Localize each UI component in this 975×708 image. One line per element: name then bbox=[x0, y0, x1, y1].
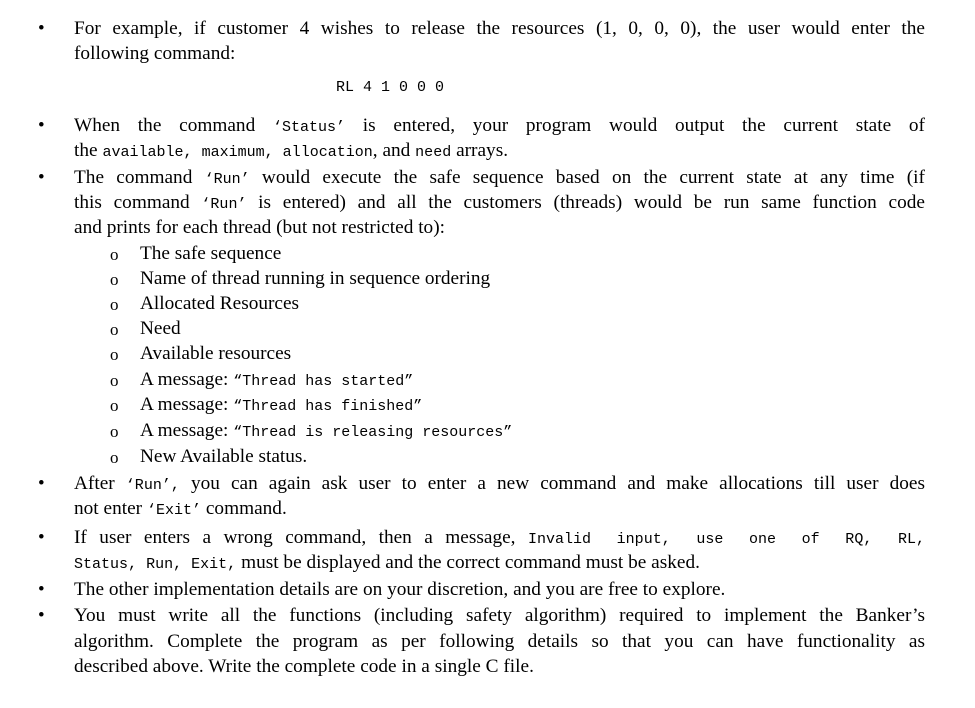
p5-line-1: If user enters a wrong command, then a message, Invalid input, use one of RQ, RL, bbox=[74, 527, 925, 548]
bullet-2: • bbox=[38, 115, 45, 136]
p3-line-1: The command ‘Run’ would execute the safe sequence based on the current state at any time (if bbox=[74, 167, 925, 188]
sub-item-thread-name: Name of thread running in sequence ordering bbox=[140, 268, 491, 289]
sub-item-message-finished: A message: “Thread has finished” bbox=[140, 394, 423, 415]
sub-item-need: Need bbox=[140, 318, 181, 339]
p7-line-3: described above. Write the complete code in a single C file. bbox=[74, 656, 534, 677]
sub-bullet: o bbox=[110, 320, 119, 339]
p4-line-1: After ‘Run’, you can again ask user to enter a new command and make allocations till user does bbox=[74, 473, 925, 494]
sub-item-allocated: Allocated Resources bbox=[140, 293, 300, 314]
release-command-example: RL 4 1 0 0 0 bbox=[336, 79, 445, 96]
sub-bullet: o bbox=[110, 371, 119, 390]
p1-line-1: For example, if customer 4 wishes to release the resources (1, 0, 0, 0), the user would enter the bbox=[74, 18, 925, 39]
p3-line-3: and prints for each thread (but not restricted to): bbox=[74, 217, 446, 238]
sub-item-safe-sequence: The safe sequence bbox=[140, 243, 282, 264]
exit-code: ‘Exit’ bbox=[146, 502, 202, 519]
bullet-5: • bbox=[38, 527, 45, 548]
p6-line: The other implementation details are on your discretion, and you are free to explore. bbox=[74, 579, 726, 600]
arrays-code: available, maximum, allocation bbox=[102, 144, 373, 161]
bullet-3: • bbox=[38, 167, 45, 188]
bullet-7: • bbox=[38, 605, 45, 626]
invalid-input-code: Invalid input, use one of RQ, RL, bbox=[527, 531, 925, 548]
sub-bullet: o bbox=[110, 295, 119, 314]
sub-item-message-started: A message: “Thread has started” bbox=[140, 369, 414, 390]
sub-bullet: o bbox=[110, 448, 119, 467]
bullet-6: • bbox=[38, 579, 45, 600]
bullet-4: • bbox=[38, 473, 45, 494]
p2-line-1: When the command ‘Status’ is entered, your program would output the current state of bbox=[74, 115, 925, 136]
sub-bullet: o bbox=[110, 422, 119, 441]
sub-bullet: o bbox=[110, 396, 119, 415]
run-command-code-2: ‘Run’ bbox=[201, 196, 247, 213]
p2-line-2: the available, maximum, allocation, and need arrays. bbox=[74, 140, 509, 161]
run-code: ‘Run’, bbox=[125, 477, 180, 494]
sub-bullet: o bbox=[110, 270, 119, 289]
p4-line-2: not enter ‘Exit’ command. bbox=[74, 498, 287, 519]
p7-line-2: algorithm. Complete the program as per following details so that you can have functionality as bbox=[74, 631, 925, 652]
p7-line-1: You must write all the functions (including safety algorithm) required to implement the Banker’s bbox=[74, 605, 925, 626]
need-code: need bbox=[415, 144, 452, 161]
bullet-1: • bbox=[38, 18, 45, 39]
p5-line-2: Status, Run, Exit, must be displayed and the correct command must be asked. bbox=[74, 552, 700, 573]
p3-line-2: this command ‘Run’ is entered) and all the customers (threads) would be run same function code bbox=[74, 192, 925, 213]
sub-item-message-releasing: A message: “Thread is releasing resources” bbox=[140, 420, 513, 441]
sub-item-available: Available resources bbox=[140, 343, 292, 364]
status-command-code: ‘Status’ bbox=[272, 119, 346, 136]
sub-bullet: o bbox=[110, 245, 119, 264]
sub-bullet: o bbox=[110, 345, 119, 364]
sub-item-new-available: New Available status. bbox=[140, 446, 308, 467]
run-command-code: ‘Run’ bbox=[204, 171, 250, 188]
p1-line-2: following command: bbox=[74, 43, 236, 64]
command-list-code: Status, Run, Exit, bbox=[74, 556, 237, 573]
